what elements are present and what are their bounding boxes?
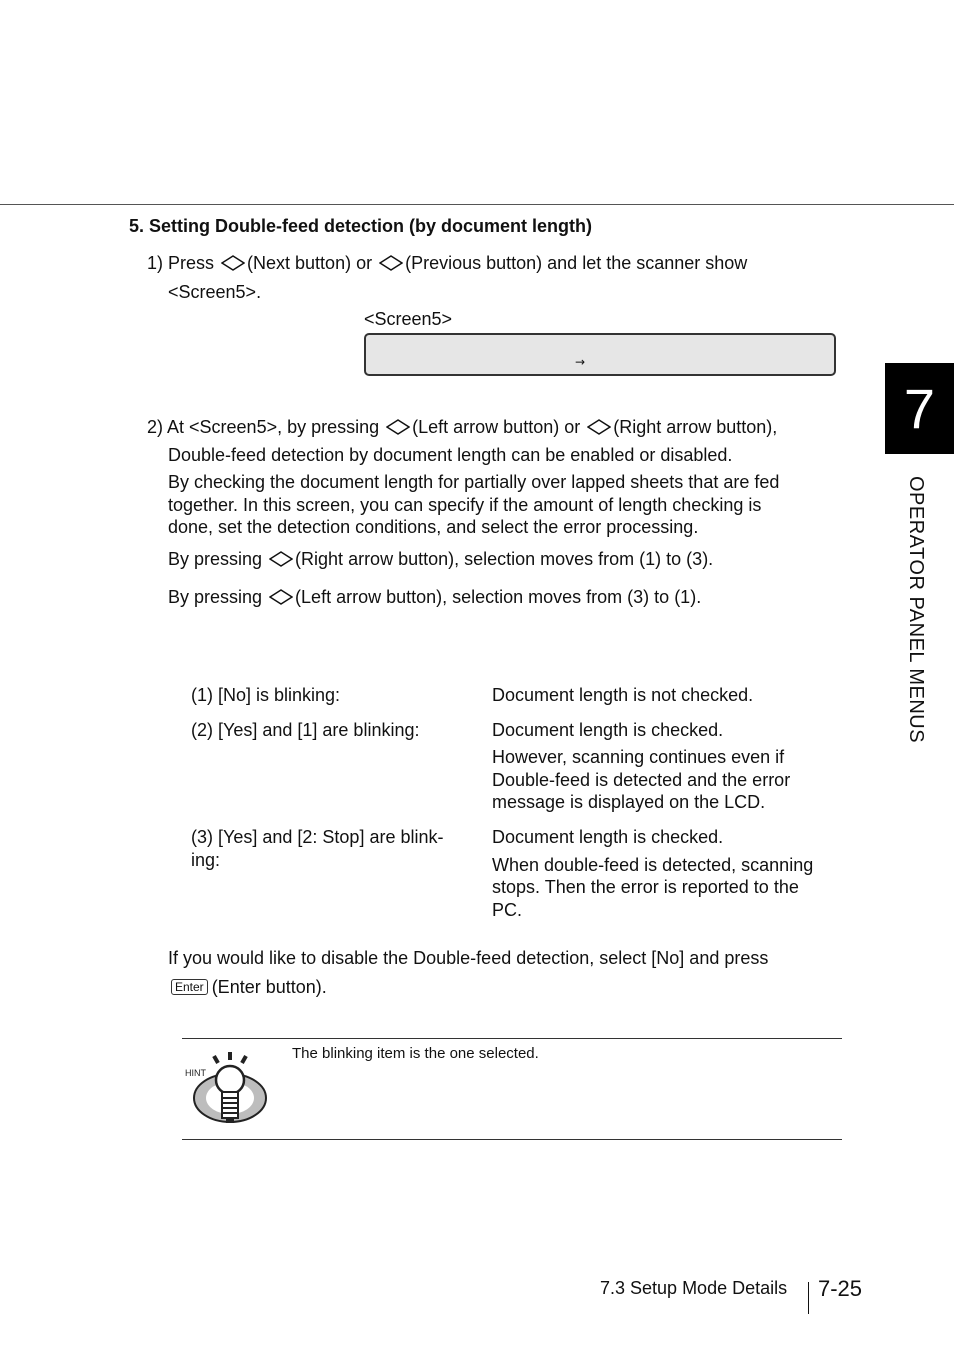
description-2-detail: Double-feed is detected and the error bbox=[492, 770, 791, 790]
condition-3-cont: ing: bbox=[191, 850, 221, 870]
step2-line1 bbox=[147, 416, 777, 438]
hint-text: The blinking item is the one selected. bbox=[292, 1045, 539, 1062]
previous-button-icon bbox=[379, 254, 403, 272]
right-note-text-a: By pressing bbox=[168, 549, 268, 569]
step2-text-b: (Left arrow button) or bbox=[412, 417, 586, 437]
step2-para-line: By checking the document length for partially over lapped sheets that are fed bbox=[168, 472, 780, 492]
step1-text-a: 1) Press bbox=[147, 253, 220, 273]
arrow-right-icon: → bbox=[575, 355, 586, 369]
lightbulb-icon bbox=[184, 1050, 270, 1126]
description-3-detail: PC. bbox=[492, 900, 523, 920]
description-2-detail: However, scanning continues even if bbox=[492, 747, 785, 767]
left-arrow-note bbox=[168, 586, 701, 608]
step2-para-line: done, set the detection conditions, and select the error processing. bbox=[168, 517, 699, 537]
step2-text-c: (Right arrow button), bbox=[613, 417, 778, 437]
description-2: Document length is checked. bbox=[492, 720, 724, 740]
description-3-detail: When double-feed is detected, scanning bbox=[492, 855, 814, 875]
left-arrow-button-icon bbox=[386, 418, 410, 436]
section-heading: 5. Setting Double-feed detection (by document length) bbox=[129, 216, 593, 236]
chapter-title: OPERATOR PANEL MENUS bbox=[905, 476, 927, 744]
chapter-tab: 7 bbox=[885, 363, 954, 454]
left-note-text-a: By pressing bbox=[168, 587, 268, 607]
step2-line2: Double-feed detection by document length can be enabled or disabled. bbox=[168, 445, 733, 465]
step1-text-b: (Next button) or bbox=[247, 253, 378, 273]
description-1: Document length is not checked. bbox=[492, 685, 754, 705]
description-2-detail: message is displayed on the LCD. bbox=[492, 792, 766, 812]
left-arrow-button-icon bbox=[269, 588, 293, 606]
description-3: Document length is checked. bbox=[492, 827, 724, 847]
header-rule bbox=[0, 204, 954, 205]
footer-divider bbox=[808, 1282, 809, 1314]
page-number: 7-25 bbox=[818, 1276, 863, 1301]
description-3-detail: stops. Then the error is reported to the bbox=[492, 877, 799, 897]
condition-1: (1) [No] is blinking: bbox=[191, 685, 341, 705]
screen-label: <Screen5> bbox=[364, 309, 453, 329]
step1-text-c: (Previous button) and let the scanner show bbox=[405, 253, 748, 273]
step1-line1 bbox=[147, 252, 747, 274]
step1-line2: <Screen5>. bbox=[168, 282, 262, 302]
disable-note-line1: If you would like to disable the Double-feed detection, select [No] and press bbox=[168, 948, 769, 968]
left-note-text-b: (Left arrow button), selection moves from (3) to (1). bbox=[295, 587, 702, 607]
right-arrow-button-icon bbox=[269, 550, 293, 568]
hint-bottom-rule bbox=[182, 1139, 842, 1140]
right-arrow-note bbox=[168, 548, 713, 570]
right-arrow-button-icon bbox=[587, 418, 611, 436]
step2-text-a: 2) At <Screen5>, by pressing bbox=[147, 417, 385, 437]
condition-2: (2) [Yes] and [1] are blinking: bbox=[191, 720, 420, 740]
right-note-text-b: (Right arrow button), selection moves from (1) to (3). bbox=[295, 549, 714, 569]
footer-section: 7.3 Setup Mode Details bbox=[600, 1278, 788, 1298]
step2-para-line: together. In this screen, you can specify if the amount of length checking is bbox=[168, 495, 762, 515]
hint-label: HINT bbox=[185, 1068, 206, 1078]
hint-top-rule bbox=[182, 1038, 842, 1039]
lcd-screen bbox=[364, 333, 836, 376]
condition-3: (3) [Yes] and [2: Stop] are blink- bbox=[191, 827, 444, 847]
disable-note-line2 bbox=[171, 976, 327, 998]
enter-key-icon: Enter bbox=[171, 979, 208, 995]
next-button-icon bbox=[221, 254, 245, 272]
enter-button-text: (Enter button). bbox=[211, 977, 327, 997]
